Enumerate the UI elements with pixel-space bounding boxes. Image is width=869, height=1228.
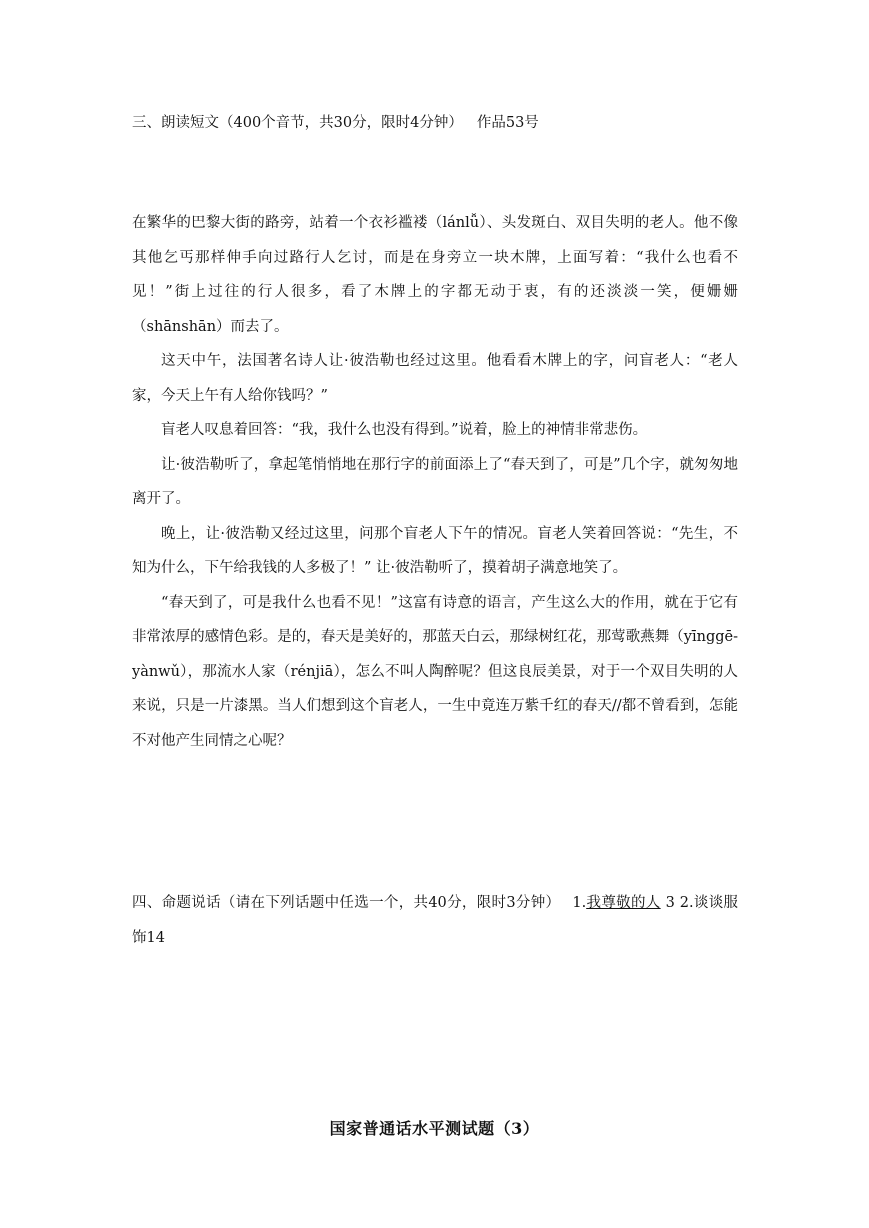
topic-1-number: 1. [572,895,587,911]
document-title: 国家普通话水平测试题（3） [329,1119,540,1138]
passage-paragraph-5: 晚上，让·彼浩勒又经过这里，问那个盲老人下午的情况。盲老人笑着回答说：“先生，不知为什么，下午给我钱的人多极了！” 让·彼浩勒听了，摸着胡子满意地笑了。 [132,525,738,576]
topic-1-suffix: 3 [665,895,675,911]
passage-paragraph-4: 让·彼浩勒听了，拿起笔悄悄地在那行字的前面添上了“春天到了，可是”几个字，就匆匆地离开了。 [132,456,738,507]
section-4-title: 四、命题说话（请在下列话题中任选一个，共40分，限时3分钟） [132,895,561,911]
section-4-topic-speaking [132,886,738,955]
section-3-heading [132,110,752,136]
passage-paragraph-2: 这天中午，法国著名诗人让·彼浩勒也经过这里。他看看木牌上的字，问盲老人：“老人家，今天上午有人给你钱吗？” [132,353,738,404]
work-number-label: 作品53号 [476,115,539,131]
section-3-title: 三、朗读短文（400个音节，共30分，限时4分钟） [132,115,463,131]
reading-passage [132,206,738,758]
topic-1-label: 我尊敬的人 [586,895,661,911]
topic-2-label: 2.谈谈服饰14 [132,895,739,946]
passage-paragraph-3: 盲老人叹息着回答：“我，我什么也没有得到。”说着，脸上的神情非常悲伤。 [161,422,648,438]
passage-paragraph-1: 在繁华的巴黎大街的路旁，站着一个衣衫褴褛（lánlǚ）、头发斑白、双目失明的老人。他不像其他乞丐那样伸手向过路行人乞讨，而是在身旁立一块木牌，上面写着：“我什么也看不见！”街上过往的行人很多，看了木牌上的字都无动于衷，有的还淡淡一笑，便姗姗（shānshān）而去了。 [132,215,738,335]
passage-paragraph-6: “春天到了，可是我什么也看不见！”这富有诗意的语言，产生这么大的作用，就在于它有非常浓厚的感情色彩。是的，春天是美好的，那蓝天白云，那绿树红花，那莺歌燕舞（yīnggē-yànwǔ），那流水人家（rénjiā），怎么不叫人陶醉呢？但这良辰美景，对于一个双目失明的人来说，只是一片漆黑。当人们想到这个盲老人，一生中竟连万紫千红的春天//都不曾看到，怎能不对他产生同情之心呢？ [132,594,738,749]
